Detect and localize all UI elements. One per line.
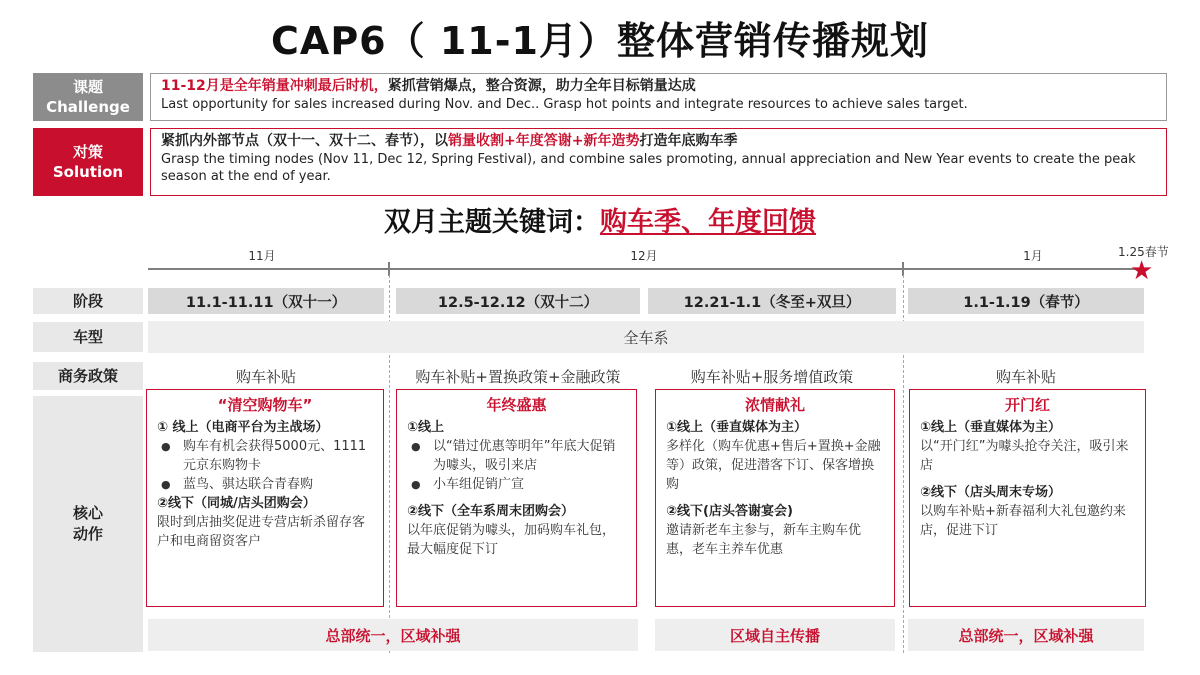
- models-value: 全车系: [148, 321, 1144, 353]
- row-label-actions-text: 核心 动作: [72, 504, 103, 543]
- row-label-actions: [33, 396, 143, 652]
- challenge-tag-cn: 课题: [72, 78, 103, 96]
- card-text: 多样化（购车优惠+售后+置换+金融等）政策，促进潜客下订、保客增换购: [666, 439, 881, 492]
- solution-tag-cn: 对策: [72, 143, 103, 161]
- row-label-models: 车型: [33, 322, 143, 352]
- solution-tag-en: Solution: [52, 163, 124, 181]
- solution-en: Grasp the timing nodes (Nov 11, Dec 12, Spring Festival), and combine sales promoting, annual appreciation and New Year events to create the peak season at the end of year.: [161, 152, 1136, 184]
- timeline-tick: [388, 262, 390, 276]
- card-section-online: ①线上: [407, 420, 445, 435]
- solution-box: [150, 128, 1167, 196]
- card-title: 开门红: [1004, 396, 1050, 414]
- phase-2: 12.5-12.12（双十二）: [396, 288, 640, 314]
- row-label-policy: 商务政策: [33, 362, 143, 390]
- phase-4: 1.1-1.19（春节）: [908, 288, 1144, 314]
- challenge-cn-highlight: 11-12月是全年销量冲刺最后时机，: [161, 78, 388, 94]
- action-card-4: [909, 389, 1146, 607]
- challenge-en: Last opportunity for sales increased during Nov. and Dec.. Grasp hot points and integrate resources to achieve sales target.: [161, 97, 968, 112]
- month-nov: 11月: [248, 249, 276, 263]
- row-label-phase: 阶段: [33, 288, 143, 314]
- card-bullet: ● 小车组促销广宣: [407, 475, 626, 494]
- solution-cn-a: 紧抓内外部节点（双十一、双十二、春节），以: [161, 133, 448, 149]
- theme-prefix: 双月主题关键词：: [384, 207, 600, 238]
- month-dec: 12月: [630, 249, 658, 263]
- card-title: 浓情献礼: [744, 396, 805, 414]
- card-text: 以年底促销为噱头，加码购车礼包，最大幅度促下订: [407, 523, 616, 557]
- footer-hq-regional-2: 总部统一，区域补强: [908, 619, 1144, 651]
- theme-keywords: [0, 200, 1200, 239]
- card-text: 以购车补贴+新春福利大礼包邀约来店，促进下订: [920, 504, 1126, 538]
- challenge-cn-rest: 紧抓营销爆点，整合资源，助力全年目标销量达成: [387, 78, 696, 94]
- solution-cn-b: 销量收割+年度答谢+新年造势: [448, 133, 640, 149]
- policy-3: 购车补贴+服务增值政策: [690, 368, 854, 386]
- card-section-online: ①线上（垂直媒体为主）: [666, 420, 808, 435]
- timeline-axis: [148, 268, 1140, 270]
- card-section-online: ①线上（垂直媒体为主）: [920, 420, 1062, 435]
- policy-4: 购车补贴: [995, 368, 1056, 386]
- action-card-3: [655, 389, 895, 607]
- card-section-offline: ②线下(店头答谢宴会): [666, 504, 793, 519]
- footer-hq-regional-1: 总部统一，区域补强: [148, 619, 638, 651]
- challenge-tag: [33, 73, 143, 121]
- footer-regional: 区域自主传播: [655, 619, 895, 651]
- spring-festival-label: 1.25春节: [1118, 245, 1169, 259]
- phase-3: 12.21-1.1（冬至+双旦）: [648, 288, 896, 314]
- challenge-tag-en: Challenge: [46, 98, 130, 116]
- policy-2: 购车补贴+置换政策+金融政策: [415, 368, 621, 386]
- challenge-box: [150, 73, 1167, 121]
- timeline-tick: [902, 262, 904, 276]
- card-text: 邀请新老车主参与，新车主购车优惠，老车主养车优惠: [666, 523, 862, 557]
- card-title: “清空购物车”: [217, 396, 313, 414]
- card-section-offline: ②线下（全车系周末团购会）: [407, 504, 575, 519]
- card-bullet: ● 蓝鸟、骐达联合青春购: [157, 475, 373, 494]
- card-bullet: ● 以“错过优惠等明年”年底大促销为噱头，吸引来店: [407, 437, 626, 475]
- theme-keywords-highlight: 购车季、年度回馈: [600, 207, 816, 238]
- card-bullet: ● 购车有机会获得5000元、1111元京东购物卡: [157, 437, 373, 475]
- action-card-2: [396, 389, 637, 607]
- card-section-online: ① 线上（电商平台为主战场）: [157, 420, 329, 435]
- solution-tag: [33, 128, 143, 196]
- page-title: CAP6（ 11-1月）整体营销传播规划: [271, 19, 929, 63]
- card-section-offline: ②线下（同城/店头团购会）: [157, 496, 316, 511]
- action-card-1: [146, 389, 384, 607]
- solution-cn-c: 打造年底购车季: [639, 133, 738, 149]
- star-icon: ★: [1130, 256, 1154, 286]
- phase-1: 11.1-11.11（双十一）: [148, 288, 384, 314]
- month-jan: 1月: [1023, 249, 1043, 263]
- card-title: 年终盛惠: [486, 396, 547, 414]
- card-text: 以“开门红”为噱头抢夺关注，吸引来店: [920, 439, 1129, 473]
- card-text: 限时到店抽奖促进专营店斩杀留存客户和电商留资客户: [157, 515, 366, 549]
- card-section-offline: ②线下（店头周末专场）: [920, 485, 1062, 500]
- policy-1: 购车补贴: [235, 368, 296, 386]
